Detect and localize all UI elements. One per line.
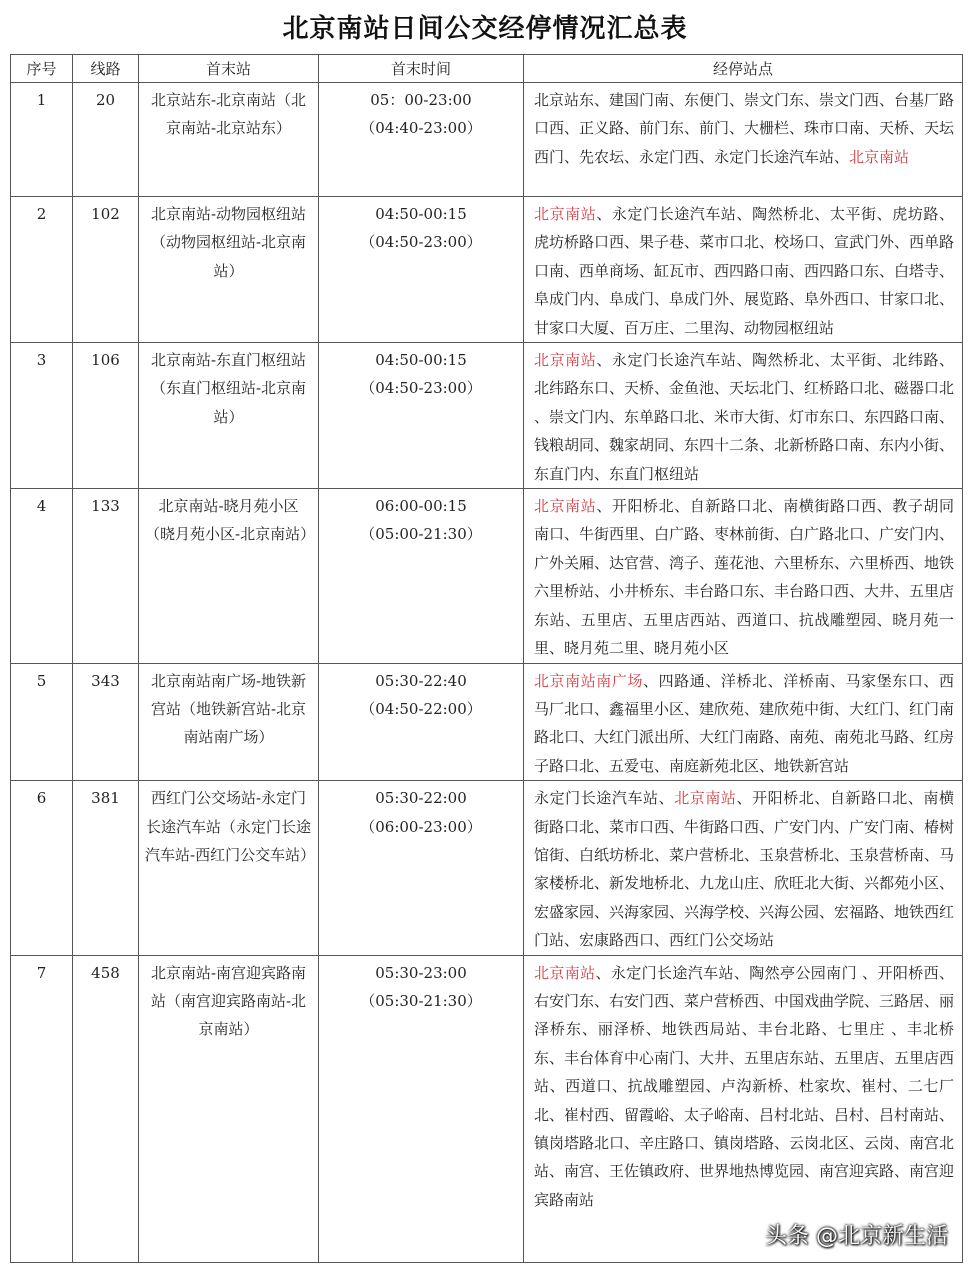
table-row	[11, 663, 963, 781]
row-terminals: 北京南站-晓月苑小区（晓月苑小区-北京南站）	[145, 497, 316, 544]
row-num: 6	[36, 789, 47, 808]
row-stops	[524, 83, 962, 171]
row-terminals: 北京南站-东直门枢纽站（东直门枢纽站-北京南站）	[150, 351, 307, 426]
row-terminals: 西红门公交场站-永定门长途汽车站（永定门长途汽车站-西红门公交车站）	[145, 789, 316, 864]
page-title: 北京南站日间公交经停情况汇总表	[282, 14, 688, 44]
time-alt: （06:00-23:00）	[360, 817, 482, 836]
row-time	[319, 83, 523, 143]
row-num: 7	[36, 963, 47, 982]
bus-summary-table	[10, 54, 963, 1263]
stop-highlight: 北京南站南广场	[534, 671, 644, 690]
time-weekday: 05:30-23:00	[375, 963, 467, 982]
row-route: 458	[91, 963, 120, 982]
header-time: 首末时间	[319, 55, 524, 83]
table-header-row	[11, 55, 963, 83]
row-route: 343	[91, 671, 120, 690]
row-terminals: 北京南站南广场-地铁新宫站（地铁新宫站-北京南站南广场）	[150, 671, 307, 747]
stop-highlight: 北京南站	[534, 205, 597, 223]
row-route: 106	[91, 351, 120, 370]
stop-highlight: 北京南站	[534, 497, 597, 516]
time-alt: （04:40-23:00）	[360, 119, 482, 138]
time-weekday: 05：00-23:00	[370, 91, 472, 109]
row-num: 5	[36, 671, 47, 690]
table-row	[11, 489, 963, 663]
time-alt: （05:30-21:30）	[360, 991, 482, 1010]
row-stops	[524, 664, 962, 781]
row-stops	[524, 956, 962, 1215]
table-row	[11, 197, 963, 343]
row-terminals: 北京站东-北京南站（北京南站-北京站东）	[150, 91, 307, 138]
stops-after: 、永定门长途汽车站、陶然亭公园南门 、开阳桥西、右安门东、右安门西、菜户营桥西、中国戏曲学院、三路居、丽泽桥东、丽泽桥、地铁西局站、丰台北路、七里庄 、丰北桥东、丰台体育中心南门、大井、五里店东站、五里店、五里店西站、西道口、抗战雕塑园、卢沟新桥、杜家坎、崔村、二七厂北、崔村西、留霞峪、太子峪南、吕村北站、吕村、吕村南站、镇岗塔路北口、辛庄路口、镇岗塔路、云岗北区、云岗、南宫北站、南宫、王佐镇政府、世界地热博览园、南宫迎宾路、南宫迎宾路南站	[534, 963, 955, 1209]
row-num: 4	[36, 497, 47, 516]
row-stops	[524, 343, 962, 488]
stop-highlight: 北京南站	[849, 147, 910, 166]
time-weekday: 04:50-00:15	[375, 351, 467, 370]
time-alt: （04:50-23:00）	[360, 233, 482, 252]
table-row	[11, 781, 963, 955]
row-terminals: 北京南站-南宫迎宾路南站（南宫迎宾路南站-北京南站）	[150, 963, 307, 1039]
row-time	[319, 489, 523, 549]
stop-highlight: 北京南站	[534, 963, 596, 982]
time-alt: （05:00-21:30）	[360, 525, 482, 544]
table-row	[11, 343, 963, 489]
time-alt: （04:50-23:00）	[360, 379, 482, 398]
row-route: 133	[91, 497, 120, 516]
row-time	[319, 781, 523, 841]
row-route: 20	[95, 91, 116, 109]
stops-after: 、开阳桥北、自新路口北、南横街路口西、教子胡同南口、牛街西里、白广路、枣林前街、白广路北口、广安门内、广外关厢、达官营、湾子、莲花池、六里桥东、六里桥西、地铁六里桥站、小井桥东、丰台路口东、丰台路口西、大井、五里店东站、五里店、五里店西站、西道口、抗战雕塑园、晓月苑一里、晓月苑二里、晓月苑小区	[534, 497, 955, 658]
row-time	[319, 197, 523, 257]
row-num: 3	[36, 351, 47, 370]
watermark: 头条 @北京新生活	[765, 1224, 948, 1249]
time-weekday: 06:00-00:15	[375, 497, 467, 516]
stops-before: 永定门长途汽车站、	[534, 789, 675, 808]
stop-highlight: 北京南站	[534, 351, 597, 370]
row-stops	[524, 781, 962, 954]
time-weekday: 05:30-22:00	[375, 789, 467, 808]
row-time	[319, 664, 523, 724]
row-terminals: 北京南站-动物园枢纽站（动物园枢纽站-北京南站）	[150, 205, 307, 280]
table-row	[11, 83, 963, 197]
stops-before: 北京站东、建国门南、东便门、崇文门东、崇文门西、台基厂路口西、正义路、前门东、前门、大栅栏、珠市口南、天桥、天坛西门、先农坛、永定门西、永定门长途汽车站、	[534, 91, 955, 166]
time-weekday: 05:30-22:40	[375, 671, 467, 690]
row-route: 381	[91, 789, 120, 808]
row-time	[319, 343, 523, 403]
row-num: 1	[36, 91, 47, 109]
header-route: 线路	[73, 55, 139, 83]
row-num: 2	[36, 205, 47, 223]
row-time	[319, 956, 523, 1016]
time-alt: （04:50-22:00）	[360, 699, 482, 718]
row-stops	[524, 197, 962, 342]
header-num: 序号	[11, 55, 73, 83]
stops-after: 、开阳桥北、自新路口北、南横街路口北、菜市口西、牛街路口西、广安门内、广安门南、椿树馆街、白纸坊桥北、菜户营桥北、玉泉营桥北、玉泉营桥南、马家楼桥北、新发地桥北、九龙山庄、欣旺北大街、兴都苑小区、宏盛家园、兴海家园、兴海学校、兴海公园、宏福路、地铁西红门站、宏康路西口、西红门公交场站	[534, 789, 955, 950]
row-stops	[524, 489, 962, 662]
stops-after: 、四路通、洋桥北、洋桥南、马家堡东口、西马厂北口、鑫福里小区、建欣苑、建欣苑中街、大红门、红门南路北口、大红门派出所、大红门南路、南苑、南苑北马路、红房子路口北、五爱屯、南庭新苑北区、地铁新宫站	[534, 671, 955, 775]
header-terminals: 首末站	[139, 55, 319, 83]
table-row	[11, 955, 963, 1262]
stops-after: 、永定门长途汽车站、陶然桥北、太平街、虎坊路、虎坊桥路口西、果子巷、菜市口北、校场口、宣武门外、西单路口南、西单商场、缸瓦市、西四路口南、西四路口东、白塔寺、阜成门内、阜成门、阜成门外、展览路、阜外西口、甘家口北、甘家口大厦、百万庄、二里沟、动物园枢纽站	[534, 205, 955, 337]
row-route: 102	[91, 205, 120, 223]
time-weekday: 04:50-00:15	[375, 205, 467, 223]
stop-highlight: 北京南站	[674, 789, 737, 808]
header-stops: 经停站点	[524, 55, 963, 83]
stops-after: 、永定门长途汽车站、陶然桥北、太平街、北纬路、北纬路东口、天桥、金鱼池、天坛北门、红桥路口北、磁器口北 、崇文门内、东单路口北、米市大街、灯市东口、东四路口南、钱粮胡同、魏家胡同、东四十二条、北新桥路口南、东内小街、东直门内、东直门枢纽站	[534, 351, 955, 483]
